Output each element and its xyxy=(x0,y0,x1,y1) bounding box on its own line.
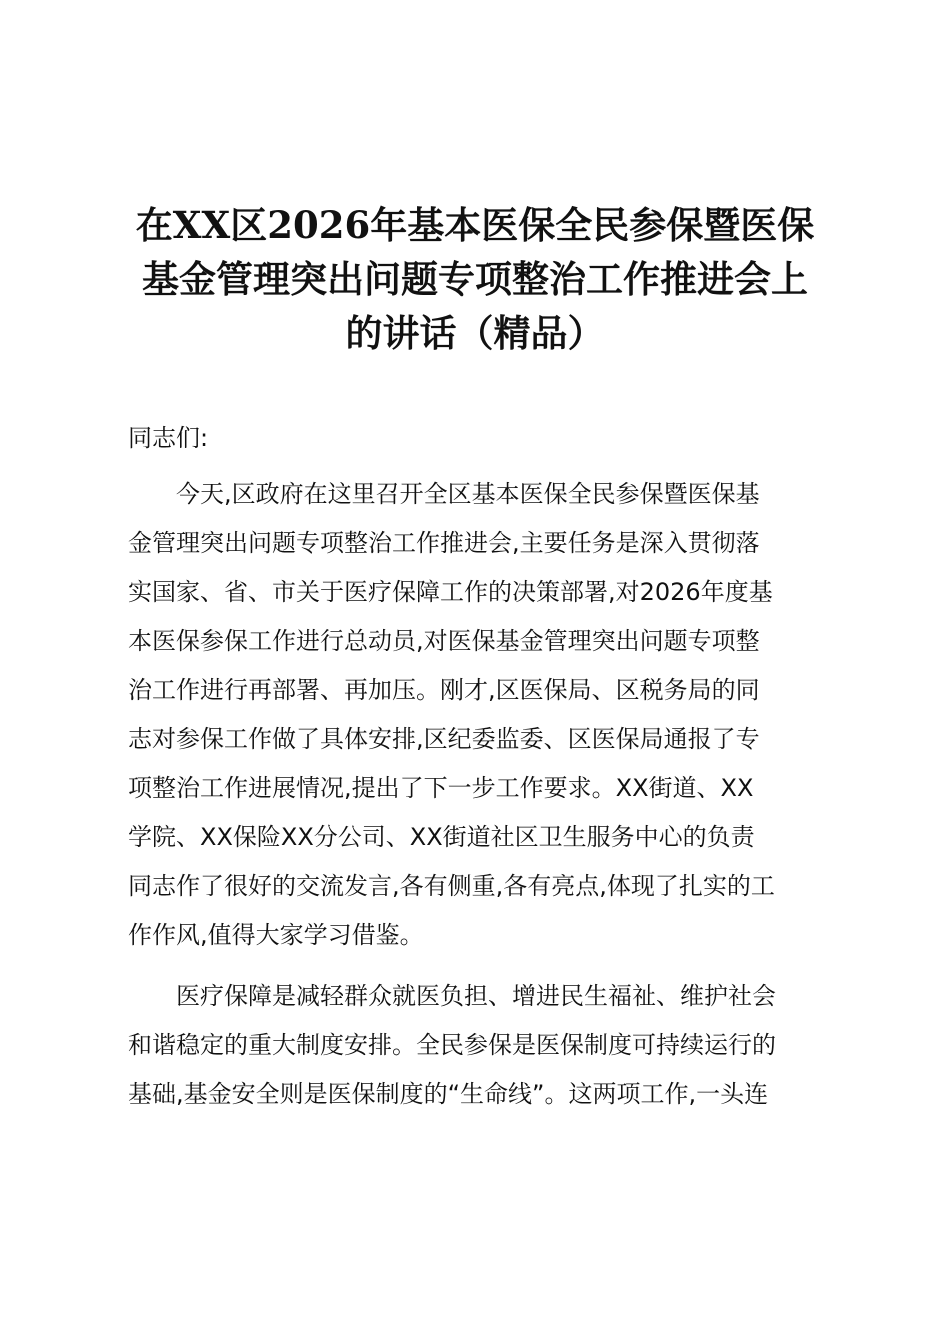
text-line: 治工作进行再部署、再加压。刚才,区医保局、区税务局的同 xyxy=(128,676,760,704)
text-line: 项整治工作进展情况,提出了下一步工作要求。XX街道、XX xyxy=(128,774,754,802)
title-line: 的讲话（精品） xyxy=(345,311,605,355)
document-title xyxy=(110,198,840,360)
text-line: 基础,基金安全则是医保制度的“生命线”。这两项工作,一头连 xyxy=(128,1080,769,1108)
salutation: 同志们: xyxy=(128,424,209,452)
title-line: 在XX区2026年基本医保全民参保暨医保 xyxy=(135,203,815,247)
text-line: 实国家、省、市关于医疗保障工作的决策部署,对2026年度基 xyxy=(128,578,773,606)
text-line: 作作风,值得大家学习借鉴。 xyxy=(128,921,424,949)
text-line: 志对参保工作做了具体安排,区纪委监委、区医保局通报了专 xyxy=(128,725,760,753)
paragraph-1 xyxy=(128,470,828,960)
text-line: 和谐稳定的重大制度安排。全民参保是医保制度可持续运行的 xyxy=(128,1031,776,1059)
text-line: 同志作了很好的交流发言,各有侧重,各有亮点,体现了扎实的工 xyxy=(128,872,775,900)
text-line: 学院、XX保险XX分公司、XX街道社区卫生服务中心的负责 xyxy=(128,823,755,851)
text-line: 今天,区政府在这里召开全区基本医保全民参保暨医保基 xyxy=(176,480,760,508)
title-line: 基金管理突出问题专项整治工作推进会上 xyxy=(142,257,808,301)
paragraph-2 xyxy=(128,972,828,1119)
text-line: 金管理突出问题专项整治工作推进会,主要任务是深入贯彻落 xyxy=(128,529,760,557)
document-body xyxy=(128,418,828,1131)
text-line: 本医保参保工作进行总动员,对医保基金管理突出问题专项整 xyxy=(128,627,760,655)
text-line: 医疗保障是减轻群众就医负担、增进民生福祉、维护社会 xyxy=(176,982,776,1010)
